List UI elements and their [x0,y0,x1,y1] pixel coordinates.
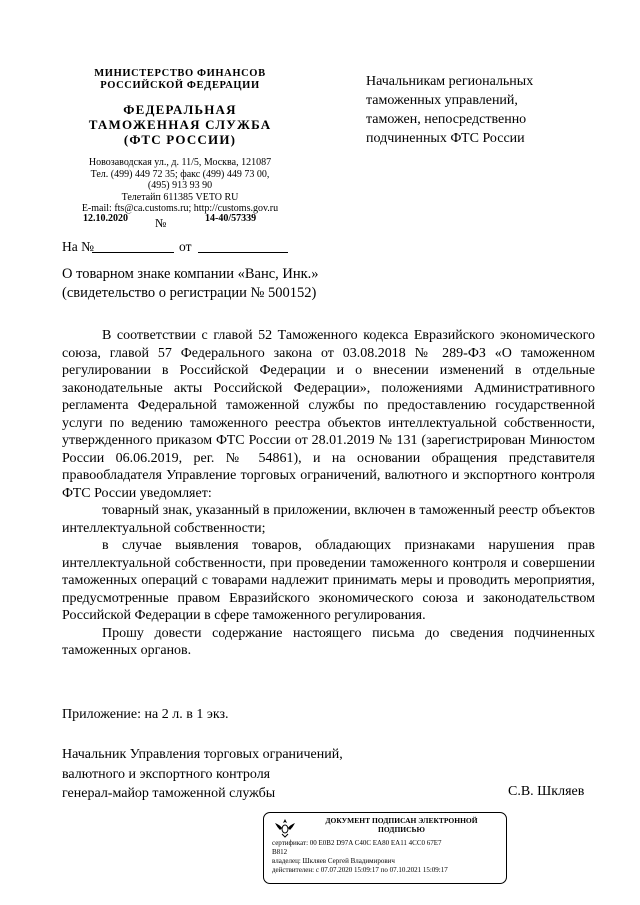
subject-line: О товарном знаке компании «Ванс, Инк.» [62,266,319,282]
stamp-details [272,839,502,875]
signer-line: валютного и экспортного контроля [62,766,271,782]
body-paragraph: Прошу довести содержание настоящего письма до сведения подчиненных таможенных органов. [62,625,595,658]
reference-number-label: На № [62,239,94,254]
phone-line-2: (495) 913 93 90 [147,180,213,191]
service-line-3: (ФТС РОССИИ) [123,132,237,147]
signer-title [62,745,402,804]
letter-subject [62,265,362,303]
body-paragraph: В соответствии с главой 52 Таможенного кодекса Евразийского экономического союза, главой 57 Федерального закона от 03.08.2018 № 289-ФЗ «О таможенном регулировании в Российской Федерации и о внесении изменений в отдельные законодательные акты Российской Федерации», положениями Административного регламента Федеральной таможенной службы по предоставлению государственной услуги по ведению таможенного реестра объектов интеллектуальной собственности, утвержденного приказом ФТС России от 28.01.2019 № 131 (зарегистрирован Минюстом России 06.06.2019, рег. № 54861), и на основании обращения представителя правообладателя Управление торговых ограничений, валютного и экспортного контроля ФТС России уведомляет: [62,328,595,501]
letter-body [62,327,595,660]
recipient-block [366,72,596,148]
service-name [55,102,305,147]
registration-number: 14-40/57339 [205,213,257,224]
attachment-note: Приложение: на 2 л. в 1 экз. [62,707,229,722]
reference-date-blank [198,252,288,253]
service-line-1: ФЕДЕРАЛЬНАЯ [123,102,237,117]
body-paragraph: в случае выявления товаров, обладающих признаками нарушения прав интеллектуальной собственности, при проведении таможенного контроля и совершении таможенных операций с товарами надлежит принимать меры и проводить мероприятия, предусмотренные правом Евразийского экономического союза и законодательством Российской Федерации в сфере таможенного регулирования. [62,538,595,623]
eagle-emblem-icon [272,817,298,839]
stamp-validity: действителен: с 07.07.2020 15:09:17 по 07.10.2021 15:09:17 [272,866,448,874]
stamp-certificate-cont: B812 [272,848,288,856]
signer-line: Начальник Управления торговых ограничений, [62,747,343,762]
sender-header [55,68,305,215]
electronic-signature-stamp [263,812,507,884]
reference-number-blank [92,252,174,253]
service-line-2: ТАМОЖЕННАЯ СЛУЖБА [88,117,272,132]
recipient-line: таможенных управлений, [366,93,518,108]
signer-name: С.В. Шкляев [508,784,585,799]
signer-line: генерал-майор таможенной службы [62,786,276,801]
ministry-line-1: МИНИСТЕРСТВО ФИНАНСОВ [94,68,266,79]
registration-date: 12.10.2020 [83,213,128,224]
address-line: Новозаводская ул., д. 11/5, Москва, 121087 [88,157,272,168]
teletype-line: Телетайп 611385 VETO RU [121,191,239,203]
sender-address [55,157,305,215]
recipient-line: Начальникам региональных [366,74,534,89]
subject-line: (свидетельство о регистрации № 500152) [62,285,317,301]
recipient-line: таможен, непосредственно [366,112,527,127]
recipient-line: подчиненных ФТС России [366,131,525,146]
email-line: E-mail: fts@ca.customs.ru; http://customs.gov.ru [81,203,279,214]
phone-line: Тел. (499) 449 72 35; факс (499) 449 73 00, [90,168,270,180]
body-paragraph: товарный знак, указанный в приложении, включен в таможенный реестр объектов интеллектуальной собственности; [62,503,595,536]
registration-number-label: № [155,216,167,230]
stamp-title-line: ПОДПИСЬЮ [378,825,425,834]
stamp-title-line: ДОКУМЕНТ ПОДПИСАН ЭЛЕКТРОННОЙ [325,816,478,825]
reference-date-label: от [179,239,192,254]
stamp-owner: владелец: Шкляев Сергей Владимирович [272,857,395,865]
stamp-certificate: сертификат: 00 E0B2 D97A C40C EA80 EA11 4CC0 67E7 [272,839,442,847]
ministry-line-2: РОССИЙСКОЙ ФЕДЕРАЦИИ [100,80,260,91]
ministry-name [55,68,305,92]
stamp-title [304,816,499,834]
